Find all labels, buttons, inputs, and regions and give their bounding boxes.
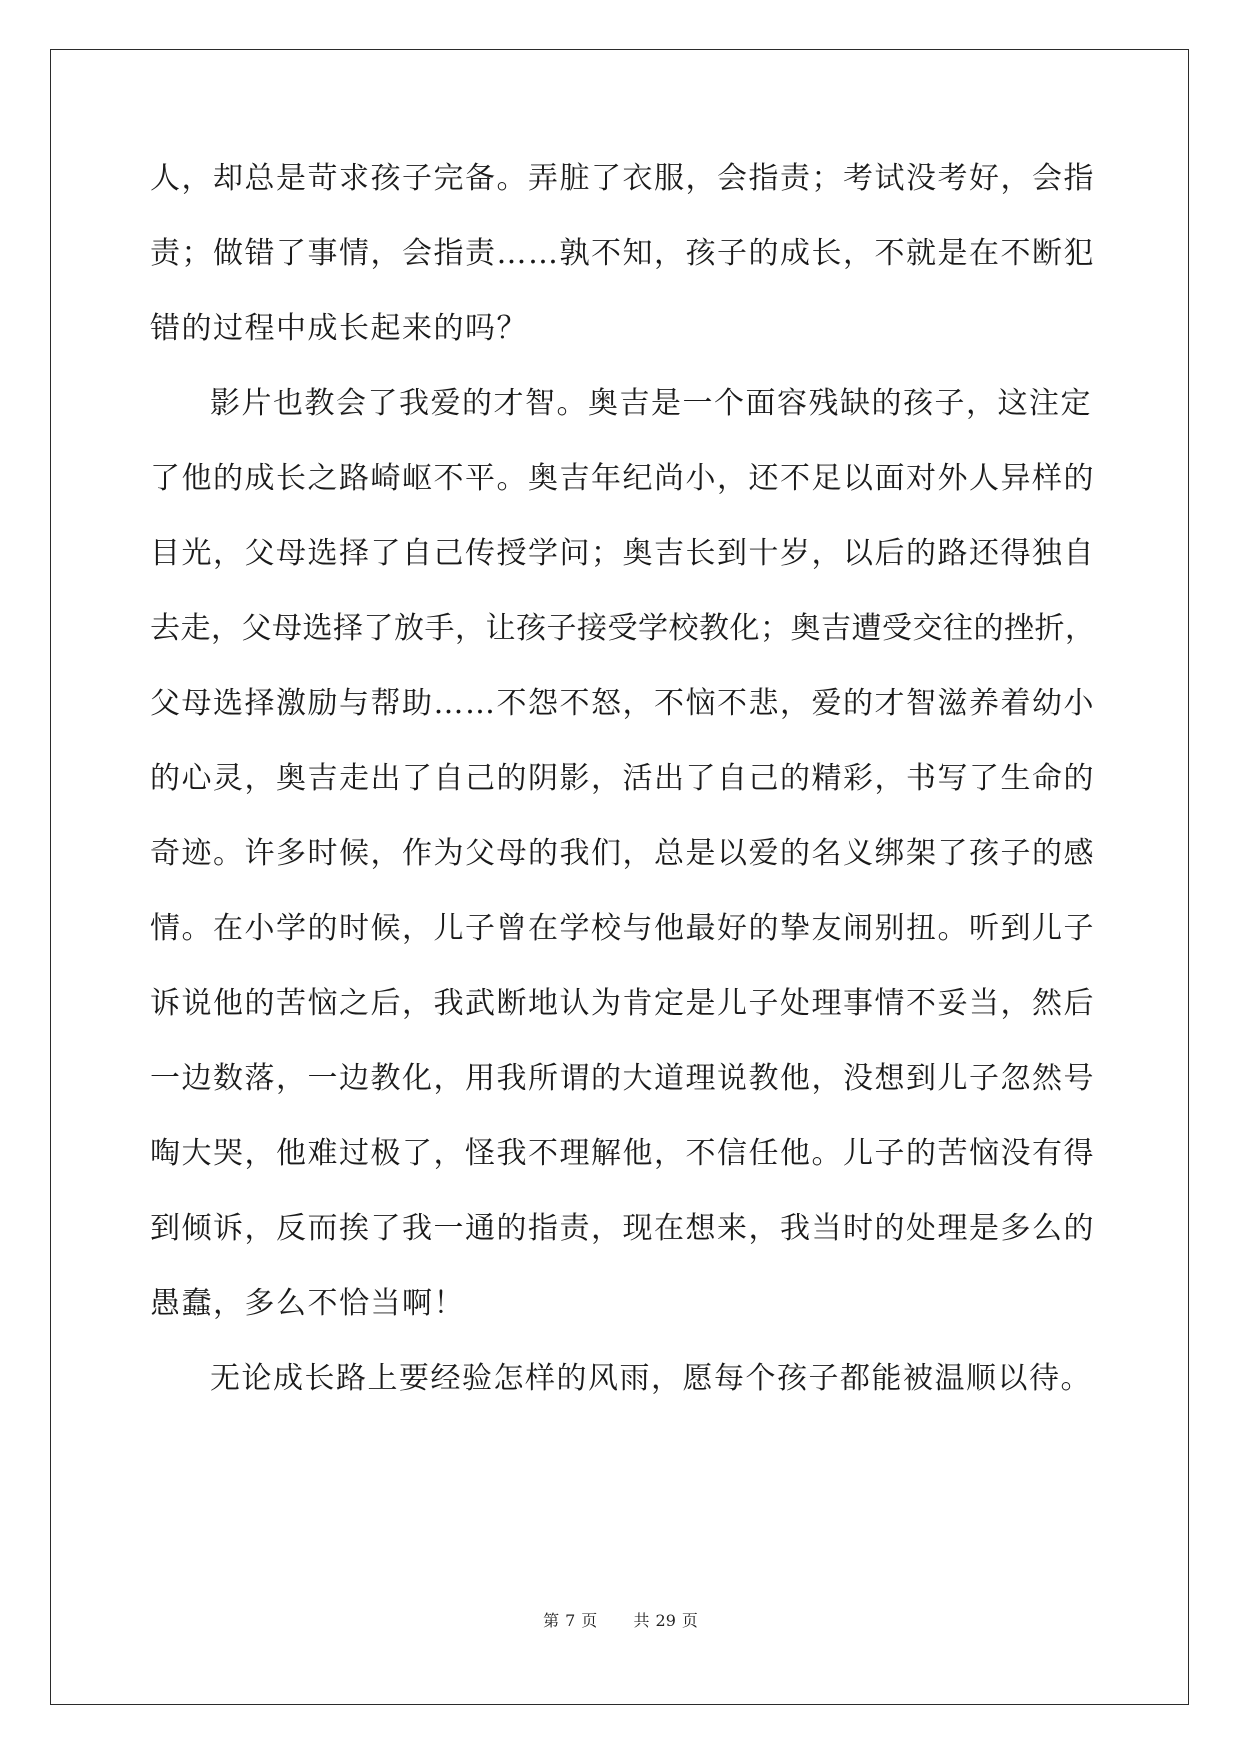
total-unit: 页 bbox=[681, 1611, 698, 1630]
text-line: 目光，父母选择了自己传授学问；奥吉长到十岁，以后的路还得独自 bbox=[150, 536, 1095, 571]
text-line: 人，却总是苛求孩子完备。弄脏了衣服，会指责；考试没考好，会指 bbox=[150, 161, 1095, 196]
text-line: 奇迹。许多时候，作为父母的我们，总是以爱的名义绑架了孩子的感 bbox=[150, 836, 1095, 871]
text-line: 了他的成长之路崎岖不平。奥吉年纪尚小，还不足以面对外人异样的 bbox=[150, 461, 1095, 496]
text-line: 错的过程中成长起来的吗？ bbox=[150, 311, 528, 346]
text-line: 到倾诉，反而挨了我一通的指责，现在想来，我当时的处理是多么的 bbox=[150, 1211, 1095, 1246]
text-line: 父母选择激励与帮助……不怨不怒，不恼不悲，爱的才智滋养着幼小 bbox=[150, 686, 1095, 721]
total-pages: 29 bbox=[655, 1611, 676, 1630]
text-line: 愚蠢，多么不恰当啊！ bbox=[150, 1286, 465, 1321]
page-number: 7 bbox=[565, 1611, 576, 1630]
text-line: 的心灵，奥吉走出了自己的阴影，活出了自己的精彩，书写了生命的 bbox=[150, 761, 1095, 796]
page-unit: 页 bbox=[581, 1611, 598, 1630]
text-line: 一边数落，一边教化，用我所谓的大道理说教他，没想到儿子忽然号 bbox=[150, 1061, 1095, 1096]
text-line: 去走，父母选择了放手，让孩子接受学校教化；奥吉遭受交往的挫折， bbox=[150, 611, 1096, 646]
page-border bbox=[50, 49, 1189, 1705]
page-footer bbox=[0, 1611, 1241, 1631]
paragraph-start-line: 无论成长路上要经验怎样的风雨，愿每个孩子都能被温顺以待。 bbox=[210, 1361, 1092, 1396]
paragraph-start-line: 影片也教会了我爱的才智。奥吉是一个面容残缺的孩子，这注定 bbox=[210, 386, 1092, 421]
text-line: 责；做错了事情，会指责……孰不知，孩子的成长，不就是在不断犯 bbox=[150, 236, 1095, 271]
total-label: 共 bbox=[633, 1611, 650, 1630]
page-label: 第 bbox=[543, 1611, 560, 1630]
text-line: 啕大哭，他难过极了，怪我不理解他，不信任他。儿子的苦恼没有得 bbox=[150, 1136, 1095, 1171]
text-line: 情。在小学的时候，儿子曾在学校与他最好的挚友闹别扭。听到儿子 bbox=[150, 911, 1095, 946]
text-line: 诉说他的苦恼之后，我武断地认为肯定是儿子处理事情不妥当，然后 bbox=[150, 986, 1095, 1021]
